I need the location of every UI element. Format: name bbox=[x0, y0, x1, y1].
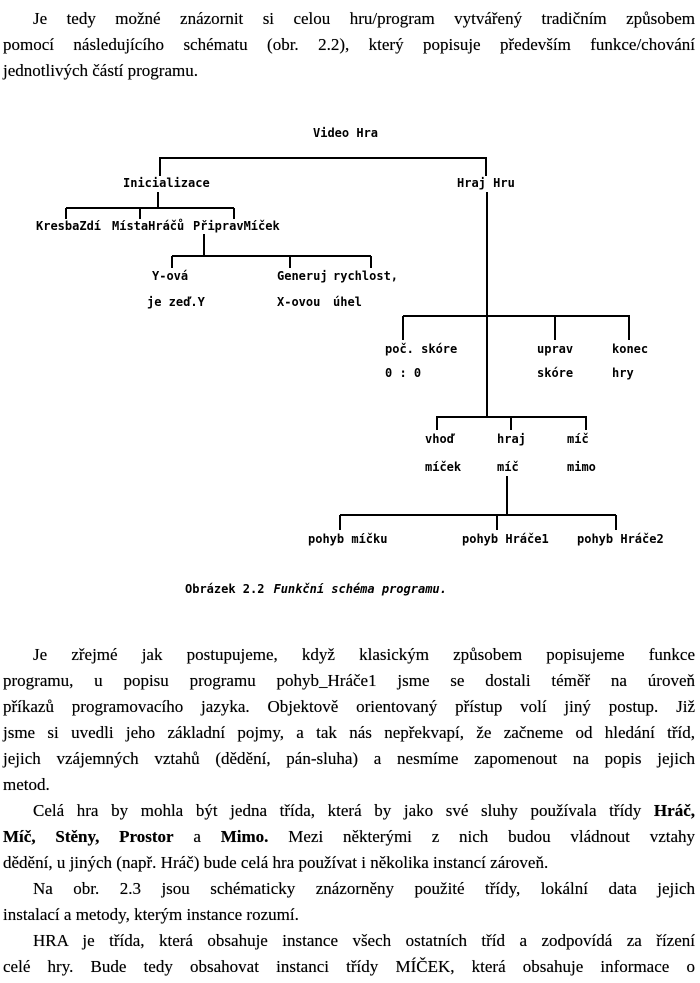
text-run: dědění, u jiných (např. Hráč) bude celá hra používat i několika instancí zároveň. bbox=[3, 853, 549, 872]
body-text-block bbox=[3, 642, 695, 980]
body-paragraph-3 bbox=[3, 876, 695, 928]
text-line bbox=[3, 6, 695, 32]
text-line bbox=[3, 798, 695, 824]
text-line bbox=[3, 720, 695, 746]
text-line bbox=[3, 746, 695, 772]
text-run: Celá hra by mohla být jedna třída, která by jako své sluhy používala třídy bbox=[33, 801, 654, 820]
figure-caption-number: Obrázek 2.2 bbox=[185, 582, 265, 596]
text-run: Je zřejmé jak postupujeme, když klasickým způsobem popisujeme funkce bbox=[33, 645, 695, 664]
tree-node-rychlost-line2: úhel bbox=[333, 295, 362, 309]
bold-text-run: Hráč, bbox=[653, 801, 695, 820]
intro-paragraph bbox=[3, 6, 695, 84]
tree-node-y-ova-line1: Y-ová bbox=[152, 269, 189, 283]
text-run: programu, u popisu programu pohyb_Hráče1 jsme se dostali téměř na úroveň bbox=[3, 671, 695, 690]
text-line bbox=[3, 824, 695, 850]
text-run: a bbox=[173, 827, 221, 846]
tree-node-konec-line1: konec bbox=[612, 342, 649, 356]
tree-node-uprav-line1: uprav bbox=[537, 342, 574, 356]
text-run: instalací a metody, kterým instance rozumí. bbox=[3, 905, 299, 924]
tree-node-generuj-line2: X-ovou bbox=[277, 295, 321, 309]
tree-node-y-ova-line2: je zeď.Y bbox=[147, 295, 205, 309]
text-run: příkazů programovacího jazyka. Objektově orientovaný přístup volí jiný postup. Již bbox=[3, 697, 695, 716]
text-run: jejich vzájemných vztahů (dědění, pán-sluha) a nesmíme zapomenout na popis jejich bbox=[3, 749, 695, 768]
tree-node-video-hra: Video Hra bbox=[313, 126, 379, 140]
text-line bbox=[3, 668, 695, 694]
tree-node-generuj-line1: Generuj bbox=[277, 269, 328, 283]
tree-node-vhod-line1: vhoď bbox=[425, 432, 454, 446]
tree-node-uprav-line2: skóre bbox=[537, 366, 574, 380]
tree-node-hraj-line2: míč bbox=[497, 460, 519, 474]
tree-node-hraj-line1: hraj bbox=[497, 432, 526, 446]
text-run: jednotlivých částí programu. bbox=[3, 61, 198, 80]
bold-text-run: Stěny, bbox=[55, 827, 100, 846]
tree-node-hraj-hru: Hraj Hru bbox=[457, 176, 515, 190]
text-line bbox=[3, 928, 695, 954]
figure-caption bbox=[185, 582, 447, 596]
text-line bbox=[3, 772, 695, 798]
tree-node-pohyb-hrace1: pohyb Hráče1 bbox=[462, 532, 549, 546]
intro-text-block bbox=[3, 6, 695, 84]
tree-node-konec-line2: hry bbox=[612, 366, 634, 380]
text-run: Je tedy možné znázornit si celou hru/program vytvářený tradičním způsobem bbox=[33, 9, 695, 28]
tree-node-mic-line2: mimo bbox=[567, 460, 596, 474]
tree-node-pohyb-hrace2: pohyb Hráče2 bbox=[577, 532, 664, 546]
tree-node-pohyb-micku: pohyb míčku bbox=[308, 532, 388, 546]
text-line bbox=[3, 954, 695, 980]
text-run bbox=[36, 827, 56, 846]
figure-function-schema bbox=[0, 120, 700, 620]
tree-node-poc-skore-line2: 0 : 0 bbox=[385, 366, 422, 380]
text-run: Mezi některými z nich budou vládnout vztahy bbox=[268, 827, 696, 846]
text-line bbox=[3, 32, 695, 58]
tree-node-mista-hracu: MístaHráčů bbox=[112, 219, 185, 233]
tree-node-poc-skore-line1: poč. skóre bbox=[385, 342, 458, 356]
tree-node-inicializace: Inicializace bbox=[123, 176, 210, 190]
text-run: metod. bbox=[3, 775, 50, 794]
text-line bbox=[3, 642, 695, 668]
text-line bbox=[3, 58, 695, 84]
text-run bbox=[99, 827, 119, 846]
tree-node-kresba-zdi: KresbaZdí bbox=[36, 219, 102, 233]
text-line bbox=[3, 694, 695, 720]
bold-text-run: Míč, bbox=[3, 827, 36, 846]
body-paragraph-1 bbox=[3, 642, 695, 798]
bold-text-run: Prostor bbox=[119, 827, 174, 846]
text-run: HRA je třída, která obsahuje instance všech ostatních tříd a zodpovídá za řízení bbox=[33, 931, 695, 950]
text-line bbox=[3, 876, 695, 902]
body-paragraph-4 bbox=[3, 928, 695, 980]
text-run: pomocí následujícího schématu (obr. 2.2), který popisuje především funkce/chování bbox=[3, 35, 695, 54]
text-run: celé hry. Bude tedy obsahovat instanci třídy MÍČEK, která obsahuje informace o bbox=[3, 957, 695, 976]
body-paragraph-2 bbox=[3, 798, 695, 876]
text-run: Na obr. 2.3 jsou schématicky znázorněny použité třídy, lokální data jejich bbox=[33, 879, 695, 898]
tree-node-mic-line1: míč bbox=[567, 432, 589, 446]
text-line bbox=[3, 902, 695, 928]
figure-caption-title: Funkční schéma programu. bbox=[273, 582, 447, 596]
tree-node-rychlost-line1: rychlost, bbox=[333, 269, 399, 283]
text-line bbox=[3, 850, 695, 876]
tree-node-priprav-micek: PřipravMíček bbox=[193, 219, 280, 233]
tree-node-vhod-line2: míček bbox=[425, 460, 462, 474]
text-run: jsme si uvedli jeho základní pojmy, a tak nás nepřekvapí, že začneme od hledání tříd, bbox=[3, 723, 695, 742]
bold-text-run: Mimo. bbox=[220, 827, 269, 846]
